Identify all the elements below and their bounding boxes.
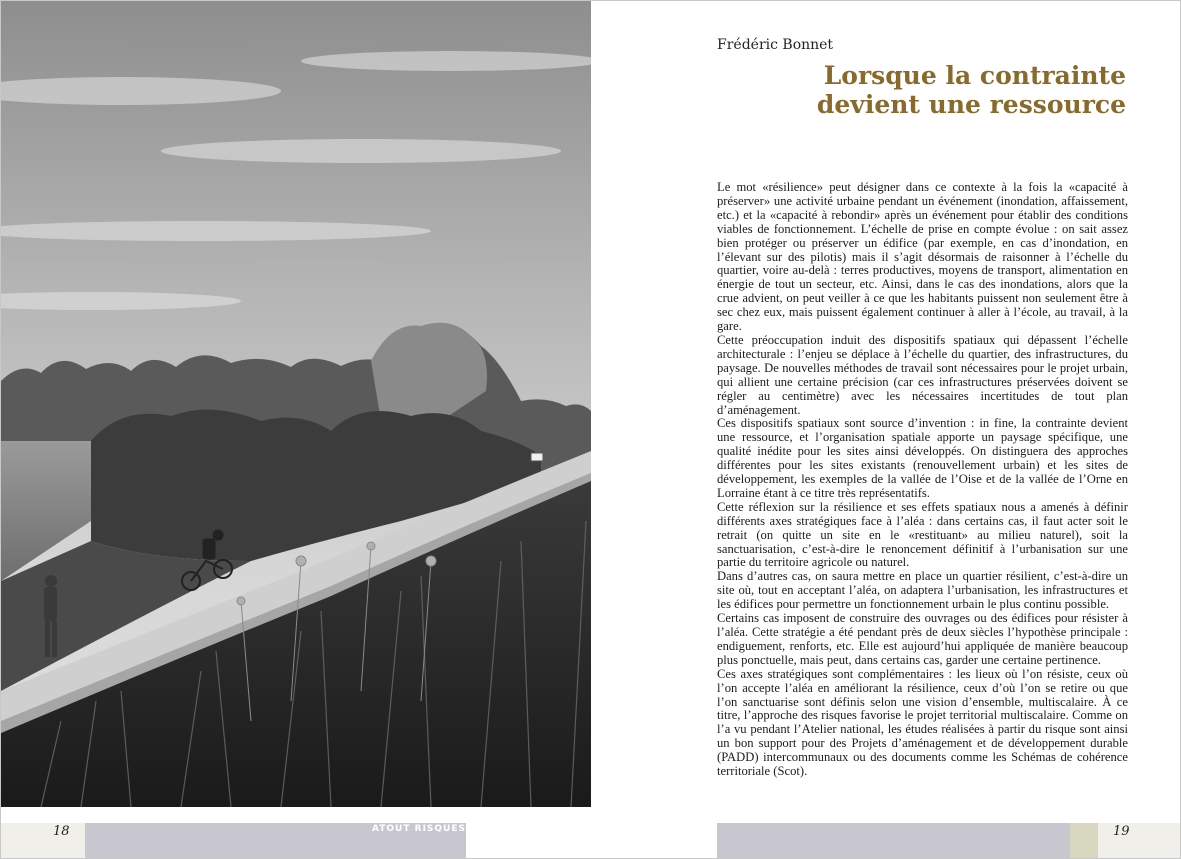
- article-body: [717, 181, 1128, 779]
- footer-left-number-band: [1, 823, 85, 859]
- paragraph: Cette réflexion sur la résilience et ses effets spatiaux nous a amenés à définir différents axes stratégiques face à l’aléa : dans certains cas, il faut acter soit le retrait (on quitte un site en le «restituant» au milieu naturel), soit la sanctuarisation, c’est-à-dire le renoncement définitif à l’urbanisation sur une partie du territoire agricole ou naturel.: [717, 499, 1128, 570]
- paragraph: Ces axes stratégiques sont complémentaires : les lieux où l’on résiste, ceux où l’on accepte l’aléa en améliorant la résilience, ceux d’où l’on se retire ou que l’on sanctuarise sont définis selon une vision d’ensemble, multiscalaire. À ce titre, l’approche des risques favorise le projet territorial multiscalaire. Comme on l’a vu pendant l’Atelier national, les études réalisées à partir du risque sont ainsi un bon support pour des Projets d’aménagement et de développement durable (PADD) intercommunaux ou des documents comme les Schémas de cohérence territoriale (Scot).: [717, 666, 1128, 779]
- paragraph: Ces dispositifs spatiaux sont source d’invention : in fine, la contrainte devient une ressource, et l’organisation spatiale apporte un paysage spécifique, une qualité inédite pour les sites ainsi développés. On distinguera des approches différentes pour les sites existants (renouvellement urbain) et les sites de développement, les exemples de la vallée de l’Oise et de la vallée de l’Orne en Lorraine étant à ce titre très représentatifs.: [717, 416, 1128, 500]
- page-number-right: 19: [1113, 824, 1130, 839]
- footer-right-accent: [1070, 823, 1098, 859]
- paragraph: Le mot «résilience» peut désigner dans ce contexte à la fois la «capacité à préserver» une activité urbaine pendant un événement (inondation, affaissement, etc.) et la «capacité à rebondir» après un événement pour établir des conditions viables de fonctionnement. L’échelle de prise en compte évolue : on sait assez bien protéger ou préserver un édifice (par exemple, en cas d’inondation, en l’élevant sur des pilotis) mais il s’agit désormais de raisonner à l’échelle du quartier, voire au-delà : terres productives, moyens de transport, alimentation en énergie de tout un secteur, etc. Ainsi, dans le cas des inondations, alors que la crue advient, on peut veiller à ce que les habitants puissent non seulement être à sec chez eux, mais puissent également continuer à aller à l’école, au travail, à la gare.: [717, 180, 1128, 334]
- running-head: ATOUT RISQUES: [372, 824, 466, 834]
- paragraph: Cette préoccupation induit des dispositifs spatiaux qui dépassent l’échelle architecturale : l’enjeu se déplace à l’échelle du quartier, des infrastructures, du paysage. De nouvelles méthodes de travail sont nécessaires pour le projet urbain, qui allient une certaine précision (car ces infrastructures préservées doivent se régler au centimètre) avec les nécessaires incertitudes de tout plan d’aménagement.: [717, 332, 1128, 417]
- footer-right-number-band: [1098, 823, 1181, 859]
- title-line-1: Lorsque la contrainte: [823, 61, 1126, 90]
- page-number-left: 18: [53, 824, 70, 839]
- footer-right-bar: [717, 823, 1070, 859]
- paragraph: Dans d’autres cas, on saura mettre en place un quartier résilient, c’est-à-dire un site où, tout en acceptant l’aléa, on adaptera l’urbanisation, les infrastructures et les édifices pour permettre un fonctionnement urbain le plus continu possible.: [717, 569, 1128, 612]
- paragraph: Certains cas imposent de construire des ouvrages ou des édifices pour résister à l’aléa. Cette stratégie a été pendant près de deux siècles l’hypothèse principale : endiguement, renforts, etc. Elle est aujourd’hui appliquée de manière beaucoup plus ponctuelle, mais peut, dans certains cas, garder une certaine pertinence.: [717, 611, 1128, 667]
- author-name: Frédéric Bonnet: [717, 37, 834, 53]
- article-title: [817, 61, 1126, 119]
- title-line-2: devient une ressource: [816, 90, 1126, 119]
- riverside-path-photo: [1, 1, 591, 807]
